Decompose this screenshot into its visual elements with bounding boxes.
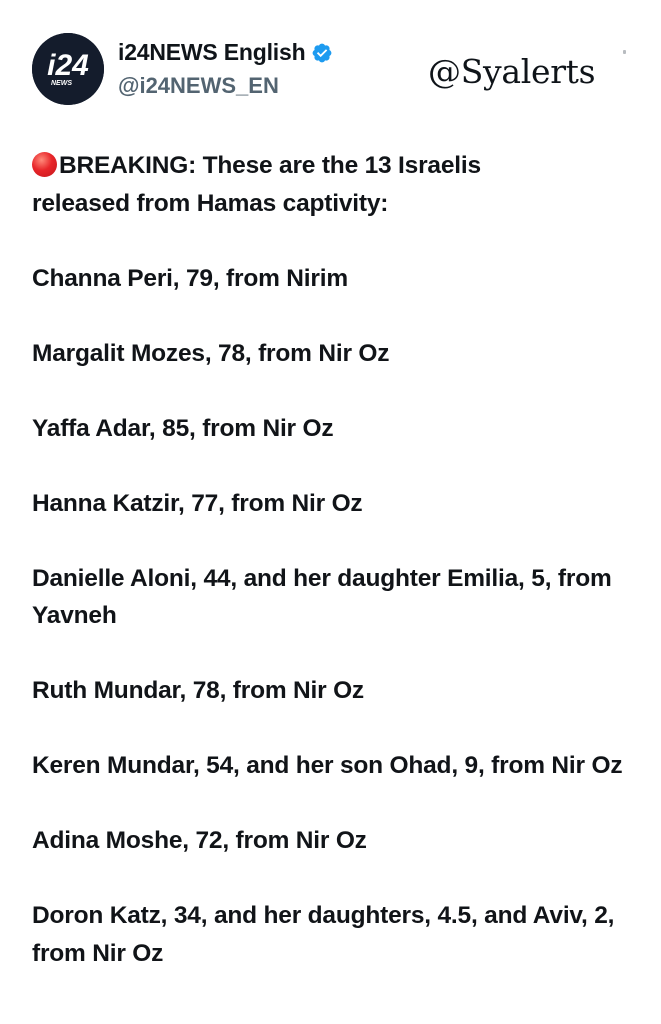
watermark: @Syalerts xyxy=(428,52,596,91)
list-item: Keren Mundar, 54, and her son Ohad, 9, from Nir Oz xyxy=(32,752,623,779)
tweet-headline xyxy=(32,147,632,222)
headline-line-1 xyxy=(32,147,632,185)
display-name[interactable]: i24NEWS English xyxy=(118,39,306,65)
more-options-dot xyxy=(623,50,626,54)
red-circle-emoji-icon xyxy=(32,152,57,177)
verified-badge-icon xyxy=(311,42,333,64)
list-item: Doron Katz, 34, and her daughters, 4.5, and Aviv, 2, from Nir Oz xyxy=(32,902,615,967)
list-item: Danielle Aloni, 44, and her daughter Emilia, 5, from Yavneh xyxy=(32,564,612,629)
list-item: Margalit Mozes, 78, from Nir Oz xyxy=(32,339,390,367)
avatar-logo-subtext: NEWS xyxy=(51,80,72,87)
list-item: Yaffa Adar, 85, from Nir Oz xyxy=(32,414,334,442)
list-item: Hanna Katzir, 77, from Nir Oz xyxy=(32,489,363,517)
headline-prefix: BREAKING: These are the 13 Israelis xyxy=(59,152,481,179)
name-row xyxy=(118,39,333,66)
avatar-logo-text: i24 xyxy=(47,49,89,82)
tweet-text xyxy=(32,147,632,1010)
headline-suffix: released from Hamas captivity: xyxy=(32,189,389,217)
list-item: Adina Moshe, 72, from Nir Oz xyxy=(32,827,367,854)
list-item: Channa Peri, 79, from Nirim xyxy=(32,264,348,292)
account-handle[interactable]: @i24NEWS_EN xyxy=(118,73,279,98)
avatar[interactable] xyxy=(32,33,104,105)
list-item: Ruth Mundar, 78, from Nir Oz xyxy=(32,677,364,704)
i24-logo-icon xyxy=(32,33,104,105)
